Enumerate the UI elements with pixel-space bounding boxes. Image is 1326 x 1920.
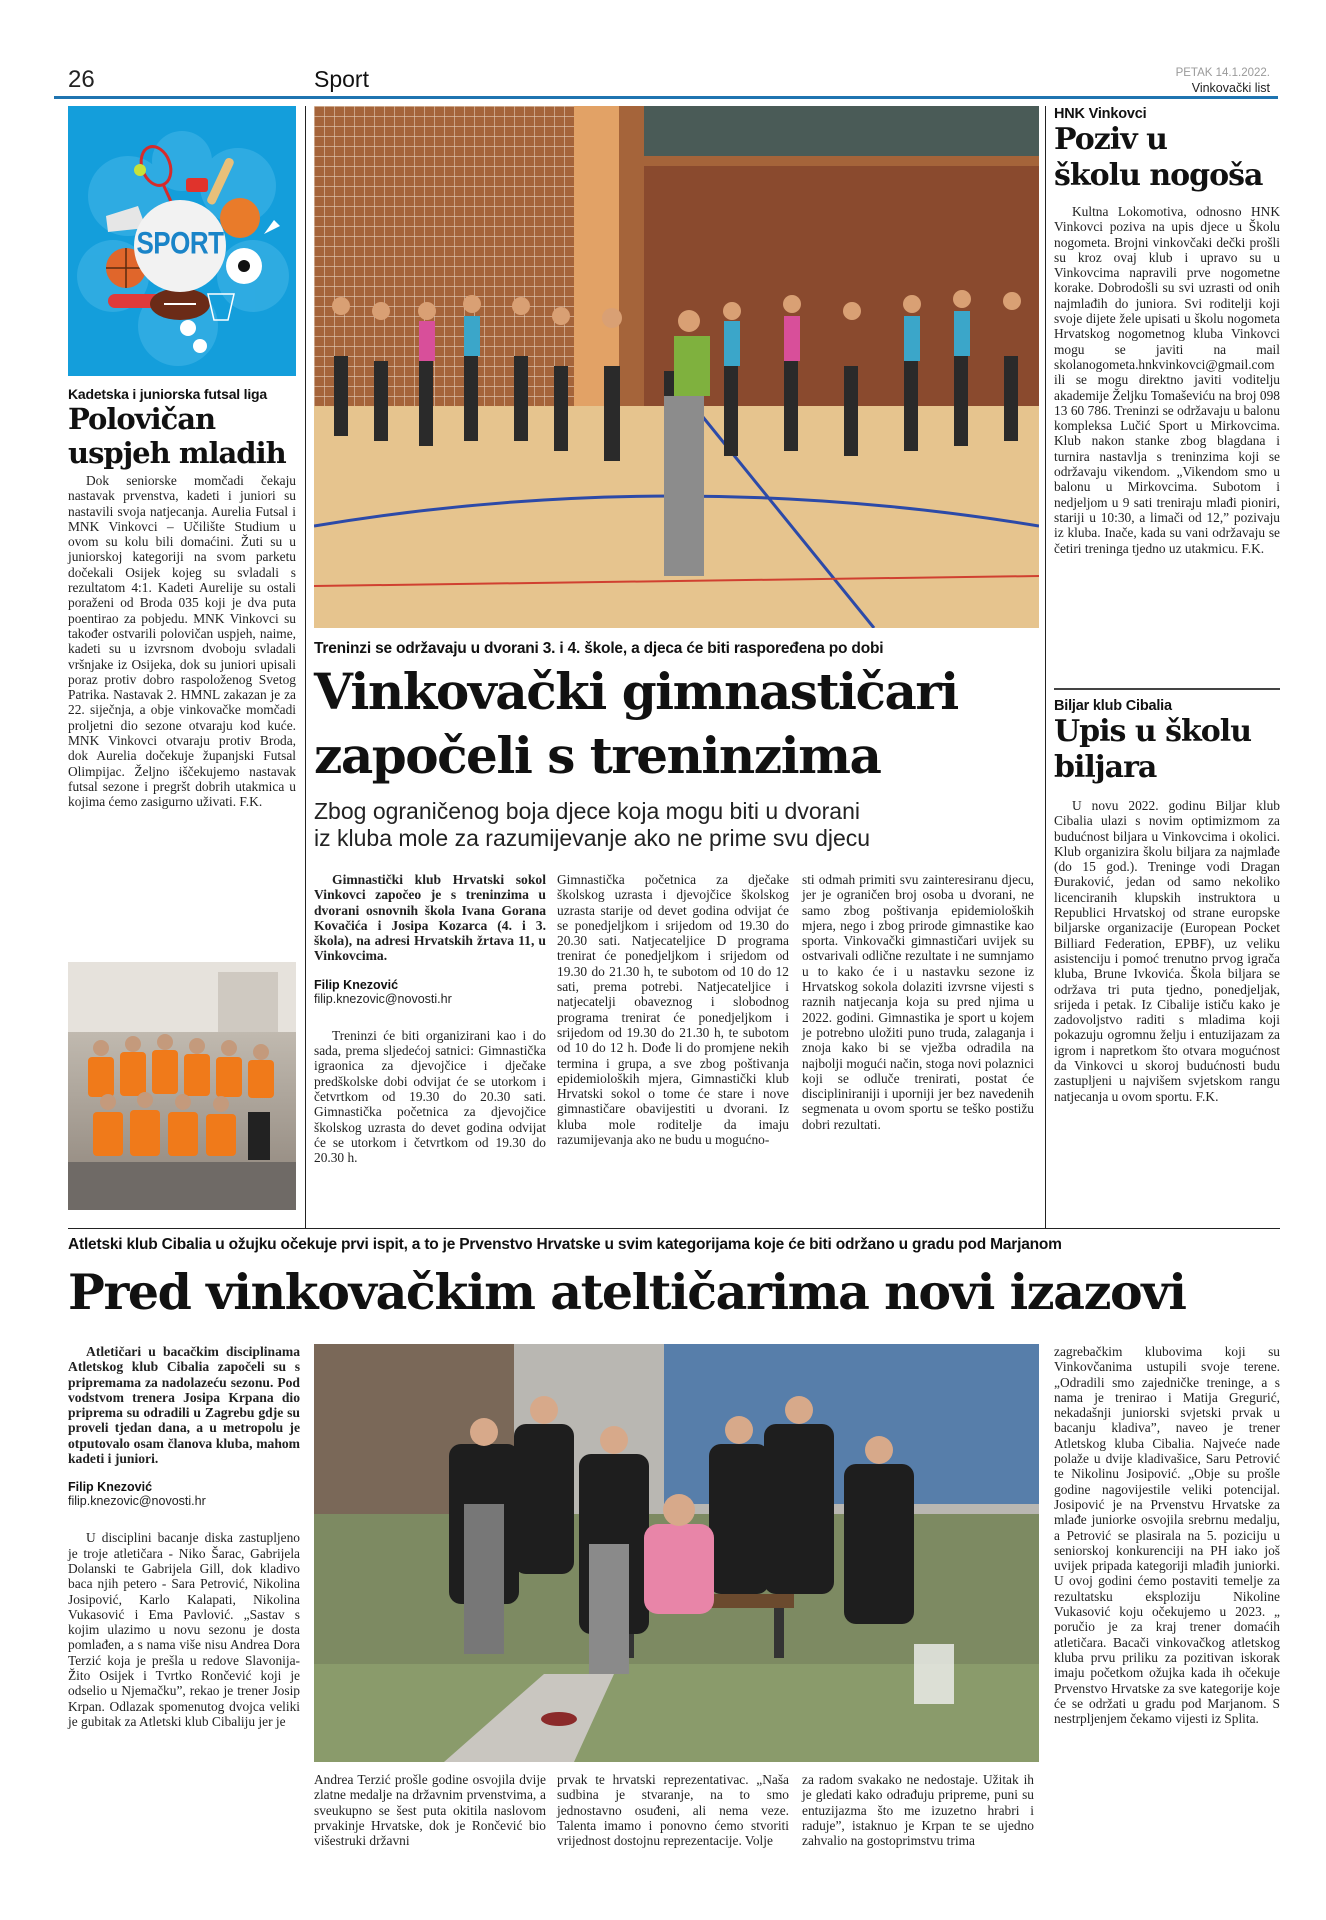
football-headline-line2: školu nogoša [1054,158,1263,193]
column-divider [305,106,306,1228]
futsal-body [68,473,296,810]
athletics-col5 [1054,1344,1280,1726]
billiards-body [1054,798,1280,1104]
athletics-col1 [68,1344,300,1729]
gymnastics-subtitle-line2: iz kluba mole za razumijevanje ako ne prime svu djecu [314,825,871,851]
header-rule [54,96,1278,99]
billiards-kicker: Biljar klub Cibalia [1054,698,1172,714]
gymnastics-author: Filip Knezović [314,977,399,992]
gymnastics-col3-text: sti odmah primiti svu zainteresiranu djecu, jer je ograničen broj osoba u dvorani, ne samo zbog poštivanja epidemioloških mjera, nego i zbog prirode gimnastike kao sporta. Vinkovački gimnastičari uvijek su ostvarivali odlične rezultate i ne sumnjamo u to kako će i u nastavku sezone iz Hrvatskog sokola dolaziti izvrsne vijesti s raznih natjecanja koja su pred njima u 2022. godini. Gimnastika je sport u kojem je potrebno uložiti puno truda, zalaganja i znoja kako bi se vježba odradila na najbolji mogući način, stoga novi polaznici koji se odluče trenirati, postat će discipliniraniji i uporniji jer bez navedenih segmenata u ovom sportu se teško postižu dobri rezultati. [802,872,1034,1132]
article-divider [1054,688,1280,690]
football-headline [1054,122,1294,194]
gymnastics-kicker: Treninzi se održavaju u dvorani 3. i 4. škole, a djeca će biti raspoređena po dobi [314,640,884,657]
athletics-col2 [314,1772,546,1848]
athletics-team-photo [314,1344,1039,1762]
athletics-col2-text: Andrea Terzić prošle godine osvojila dvije zlatne medalje na državnim prvenstvima, a sveukupno se šest puta okitila naslovom prvakinje Hrvatske, dok je Rončević bio višestruki državni [314,1772,546,1849]
futsal-body-text: Dok seniorske momčadi čekaju nastavak prvenstva, kadeti i juniori su nastavili svoja natjecanja. Aurelia Futsal i MNK Vinkovci – Učilište Studium u ovom su kolu bili domaćini. Žuti su u juniorskoj kategoriji na svom parketu dočekali Osijek kojeg su svladali s rezultatom 4:1. Kadeti Aurelije su ostali poraženi od Broda 035 koji je dva puta poentirao za pobjedu. MNK Vinkovci su također ostvarili polovičan uspjeh, naime, kadeti su u izvrsnom dvoboju svladali vršnjake iz Osijeka, dok su juniori upisali poraz protiv dobro raspoloženog Svetog Patrika. Nastavak 2. HMNL zakazan je za 22. siječnja, a obje vinkovačke momčadi proljetni dio sezone otvaraju kod kuće. MNK Vinkovci otvaraju protiv Broda, dok Aurelia dočekuje županjski Futsal Olimpijac. Željno iščekujemo nastavak futsal sezone i pregršt dobrih utakmica u kojima ćemo zasigurno uživati. F.K. [68,473,296,810]
gymnastics-headline [314,660,1054,788]
billiards-headline-line2: biljara [1054,750,1157,785]
football-headline-line1: Poziv u [1054,122,1167,157]
futsal-kicker: Kadetska i juniorska futsal liga [68,386,267,402]
athletics-col3 [557,1772,789,1848]
gymnastics-lead: Gimnastički klub Hrvatski sokol Vinkovci započeo je s treninzima u dvorani osnovnih škola Ivana Gorana Kovačića i Josipa Kozarca (4. i 3. škola), na adresi Hrvatskih žrtava 11, u Vinkovcima. [314,872,546,964]
gymnastics-subtitle [314,798,1054,852]
issue-date: PETAK 14.1.2022. [1175,67,1270,79]
gymnastics-col3 [802,872,1034,1132]
billiards-headline [1054,714,1294,786]
athletics-headline: Pred vinkovačkim ateltičarima novi izazovi [68,1263,1186,1321]
gymnastics-col1-text: Treninzi će biti organizirani kao i do sada, prema sljedećoj satnici: Gimnastička igraonica za djevojčice i dječake predškolske dobi odvijat će se utorkom i četvrtkom od 19.30 do 20.30 sati. Gimnastička početnica za djevojčice školskog uzrasta do devet godina odvijat će se utorkom i četvrtkom od 19.30 do 20.30 h. [314,1027,546,1166]
billiards-headline-line1: Upis u školu [1054,714,1252,749]
football-body-text: Kultna Lokomotiva, odnosno HNK Vinkovci poziva na upis djece u Školu nogometa. Brojni vinkovčaki dečki prošli su kroz ovaj klub i upravo su u Vinkovcima napravili prve nogometne korake. Dobrodošli su svi uzrasti od onih najmlađih do juniora. Svi roditelji koji svoje dijete žele upisati u školu nogometa Hrvatskog nogometnog kluba Vinkovci mogu se javiti na mail skolanogometa.hnkvinkovci@gmail.com ili se mogu direktno javiti voditelju akademije Željku Tomaševiću na broj 098 13 60 786. Treninzi se održavaju u balonu kompleksa Lučić Sport u Mirkovcima. Klub nakon stanke zbog blagdana i turnira nastavlja s treninzima koji se održavaju vikendom. „Vikendom smo u balonu u Mirkovcima. Subotom i nedjeljom u 9 sati treniraju mlađi pioniri, stariji u 10:30, a limači od 12,” pozivaju iz kluba. Inače, kada su vani održavaju se četiri treninga tjedno uz utakmicu. F.K. [1054,204,1280,556]
futsal-team-photo [68,962,296,1210]
athletics-col3-text: prvak te hrvatski reprezentativac. „Naša sudbina je stvaranje, na to smo jednostavno osuđeni, ali nema veze. Talenta imamo i ponovno ćemo stvoriti vrijednost dostojnu reprezentacije. Volje [557,1772,789,1849]
gymnastics-photo [314,106,1039,628]
section-divider [68,1228,1280,1229]
team-photo-icon [68,962,296,1210]
futsal-headline-line2: uspjeh mladih [68,436,286,470]
athletics-lead: Atletičari u bacačkim disciplinama Atletskog klub Cibalia započeli su s pripremama za nadolazeću sezonu. Pod vodstvom trenera Josipa Krpana dio priprema su odradili u Zagrebu gdje su proveli tjedan dana, a u metropolu je otputovalo osam članova kluba, mahom kadeti i juniori. [68,1344,300,1467]
gymnastics-col1 [314,872,546,1165]
gymnastics-col2-text: Gimnastička početnica za dječake školskog uzrasta i djevojčice školskog uzrasta starije od devet godina odvijat će se ponedjeljkom i srijedom od 19.30 do 20.30 sati. Natjecateljice D programa trenirat će ponedjeljkom i srijedom od 19.30 do 21.30 h, te subotom od 10 do 12 sati, prema potrebi. Natjecateljice i natjecatelji obaveznog i slobodnog programa trenirat će ponedjeljkom i srijedom od 19.30 do 21.30 h, te subotom od 10 do 12 h. Dođe li do promjene nekih termina i grupa, a sve zbog poštivanja epidemioloških mjera, Gimnastički klub Hrvatski sokol o tome će stare i nove gimnastičare obavijestiti u dvorani. Iz kluba mole roditelje da imaju razumijevanja ako ne budu u mogućno- [557,872,789,1148]
page-number: 26 [68,66,95,93]
athletics-col4 [802,1772,1034,1848]
sport-graphic [68,106,296,376]
futsal-headline-line1: Polovičan [68,402,216,436]
athletics-author: Filip Knezović [68,1480,153,1495]
gym-hall-icon [314,106,1039,628]
gymnastics-headline-line1: Vinkovački gimnastičari [314,662,958,721]
athletics-kicker: Atletski klub Cibalia u ožujku očekuje prvi ispit, a to je Prvenstvo Hrvatske u svim kategorijama koje će biti održano u gradu pod Marjanom [68,1236,1062,1253]
football-body [1054,204,1280,556]
athletics-col4-text: za radom svakako ne nedostaje. Užitak ih je gledati kako odrađuju pripreme, puni su entuzijazma što me izuzetno hrabri i raduje”, istaknuo je Krpan te se ujedno zahvalio na gostoprimstvu trima [802,1772,1034,1849]
gymnastics-subtitle-line1: Zbog ograničenog boja djece koja mogu biti u dvorani [314,798,860,824]
athletes-group-icon [314,1344,1039,1762]
athletics-col5-text: zagrebačkim klubovima koji su Vinkovčanima ustupili svoje terene. „Odradili smo zajedničke treninge, a s nama je trenirao i Matija Gregurić, nekadašnji juniorski svjetski prvak u bacanju kladiva”, naveo je trener Atletskog kluba Cibalia. Najveće nade polaže u dvije kladivašice, Saru Petrović te Nikolinu Josipović. „Obje su prošle godine nagovijestile veliki potencijal. Josipović je na Prvenstvu Hrvatske za mlađe juniorke osvojila srebrnu medalju, a Petrović se plasirala na 5. poziciju u seniorskoj konkurenciji na PH iako još uvijek pripada kategoriji mlađih juniorki. U ovoj godini ćemo postaviti temelje za rezultatsku eksploziju Nikoline Vukasović koju očekujemo u 2023. „ poručio je za kraj trener domaćih atletičara. Bacači vinkovačkog atletskog kluba prvu priliku za pozitivan iskorak imaju početkom ožujka kada ih očekuje Prvenstvo Hrvatske za sve kategorije koje će se održati u gradu pod Marjanom. S nestrpljenjem čekamo vijesti iz Splita. [1054,1344,1280,1727]
gymnastics-headline-line2: započeli s treninzima [314,726,881,785]
gymnastics-col2 [557,872,789,1147]
athletics-col1-text: U disciplini bacanje diska zastupljeno je troje atletičara - Niko Šarac, Gabrijela Dolanski te Gabrijela Gill, dok kladivo baca njih petero - Sara Petrović, Nikolina Josipović, Karlo Kalapati, Nikolina Vukasović i Ema Pavlović. „Sastav s kojim ulazimo u novu sezonu je dosta pomlađen, a s nama više nisu Andrea Dora Terzić koja je prešla u redove Slavonija-Žito Osijek i Tvrtko Rončević koji je odselio u Njemačku”, rekao je trener Josip Krpan. Odlazak spomenutog dvojca veliki je gubitak za Atletski klub Cibaliju jer je [68,1530,300,1729]
paper-name: Vinkovački list [1191,81,1270,95]
sport-graphic-label: SPORT [136,224,224,261]
billiards-body-text: U novu 2022. godinu Biljar klub Cibalia ulazi s novim optimizmom za budućnost biljara u Vinkovcima i okolici. Klub organizira školu biljara za najmlađe (do 15 god.). Treninge vodi Dragan Đuraković, jedan od samo nekoliko licenciranih klupskih instruktora u Republici Hrvatskoj od strane europske biljarske organizacije (European Pocket Billiard Federation, EPBF), uz veliku asistenciju i pomoć trenutno prvog igrača kluba, Brune Ivkovića. Škola biljara se održava tri puta tjedno, ponedjeljak, srijeda i petak. Iz Cibalije ističu kako je zadovoljstvo raditi s mladima koji pokazuju ogromnu želju i entuzijazam za igrom i napretkom što otvara mogućnost da Vinkovci u skoroj budućnosti budu zastupljeni u najvišem svjetskom rangu natjecanja u ovom sportu. F.K. [1054,798,1280,1104]
athletics-author-email[interactable]: filip.knezovic@novosti.hr [68,1494,206,1509]
football-kicker: HNK Vinkovci [1054,106,1147,122]
section-title: Sport [314,66,369,92]
futsal-headline [68,402,308,470]
column-divider [1045,106,1046,1228]
gymnastics-author-email[interactable]: filip.knezovic@novosti.hr [314,991,452,1006]
